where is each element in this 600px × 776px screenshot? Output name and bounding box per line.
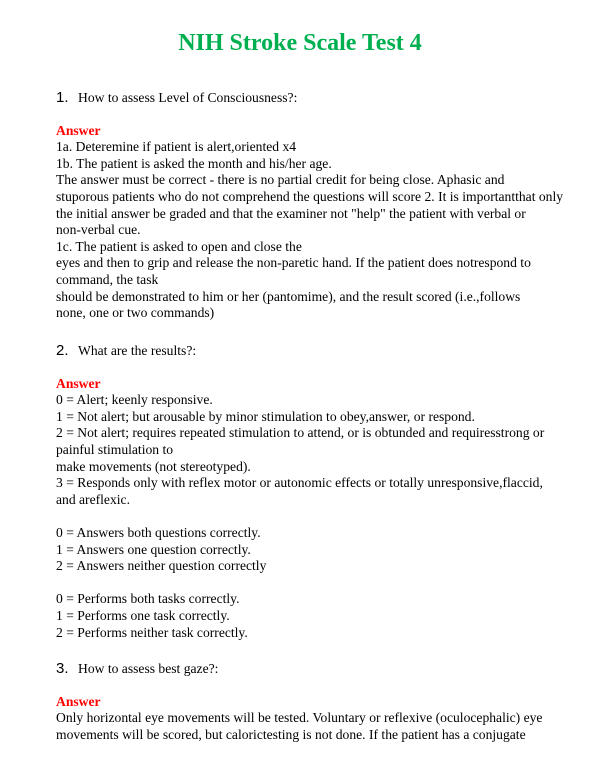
answer-line: 0 = Performs both tasks correctly. — [56, 591, 240, 607]
answer-line: 1c. The patient is asked to open and close the — [56, 238, 302, 254]
answer-line: 0 = Answers both questions correctly. — [56, 524, 261, 540]
question-number: 3. — [56, 660, 69, 677]
answer-line: 2 = Not alert; requires repeated stimulation to attend, or is obtunded and requiresstrong or — [56, 425, 545, 441]
answer-line: 3 = Responds only with reflex motor or autonomic effects or totally unresponsive,flaccid, — [56, 475, 543, 491]
question-3 — [56, 661, 556, 743]
blank-line — [56, 575, 556, 592]
answer-label: Answer — [56, 375, 101, 391]
answer-label: Answer — [56, 693, 101, 709]
question-2 — [56, 343, 556, 641]
question-number: 1. — [56, 89, 69, 106]
question-number: 2. — [56, 342, 69, 359]
page-title: NIH Stroke Scale Test 4 — [178, 30, 422, 56]
answer-line: 1 = Answers one question correctly. — [56, 541, 251, 557]
answer-line: the initial answer be graded and that the examiner not "help" the patient with verbal or — [56, 205, 526, 221]
question-3-heading — [56, 661, 556, 678]
answer-line: command, the task — [56, 271, 159, 287]
question-1-heading — [56, 90, 556, 107]
answer-line: 2 = Performs neither task correctly. — [56, 624, 248, 640]
answer-line: The answer must be correct - there is no partial credit for being close. Aphasic and — [56, 172, 505, 188]
answer-line: Only horizontal eye movements will be tested. Voluntary or reflexive (oculocephalic) eye — [56, 710, 543, 726]
question-text: How to assess best gaze?: — [78, 661, 219, 676]
question-text: What are the results?: — [78, 343, 197, 358]
answer-line: non-verbal cue. — [56, 222, 141, 238]
answer-line: 1 = Performs one task correctly. — [56, 607, 230, 623]
question-1 — [56, 89, 564, 322]
answer-line: eyes and then to grip and release the non-paretic hand. If the patient does notrespond to — [56, 255, 531, 271]
question-text: How to assess Level of Consciousness?: — [78, 90, 298, 105]
answer-label: Answer — [56, 122, 101, 138]
question-2-heading — [56, 343, 556, 360]
answer-line: make movements (not stereotyped). — [56, 458, 251, 474]
answer-line: movements will be scored, but calorictesting is not done. If the patient has a conjugate — [56, 726, 526, 742]
answer-line: 0 = Alert; keenly responsive. — [56, 392, 213, 408]
answer-line: painful stimulation to — [56, 441, 174, 457]
answer-line: should be demonstrated to him or her (pantomime), and the result scored (i.e.,follows — [56, 288, 521, 304]
answer-line: stuporous patients who do not comprehend the questions will score 2. It is importantthat only — [56, 188, 564, 204]
answer-line: 1 = Not alert; but arousable by minor stimulation to obey,answer, or respond. — [56, 408, 475, 424]
answer-line: and areflexic. — [56, 491, 130, 507]
answer-line: 1a. Deteremine if patient is alert,oriented x4 — [56, 139, 297, 155]
answer-line: 2 = Answers neither question correctly — [56, 558, 267, 574]
answer-line: 1b. The patient is asked the month and his/her age. — [56, 155, 332, 171]
answer-line: none, one or two commands) — [56, 305, 215, 321]
blank-line — [56, 508, 556, 525]
